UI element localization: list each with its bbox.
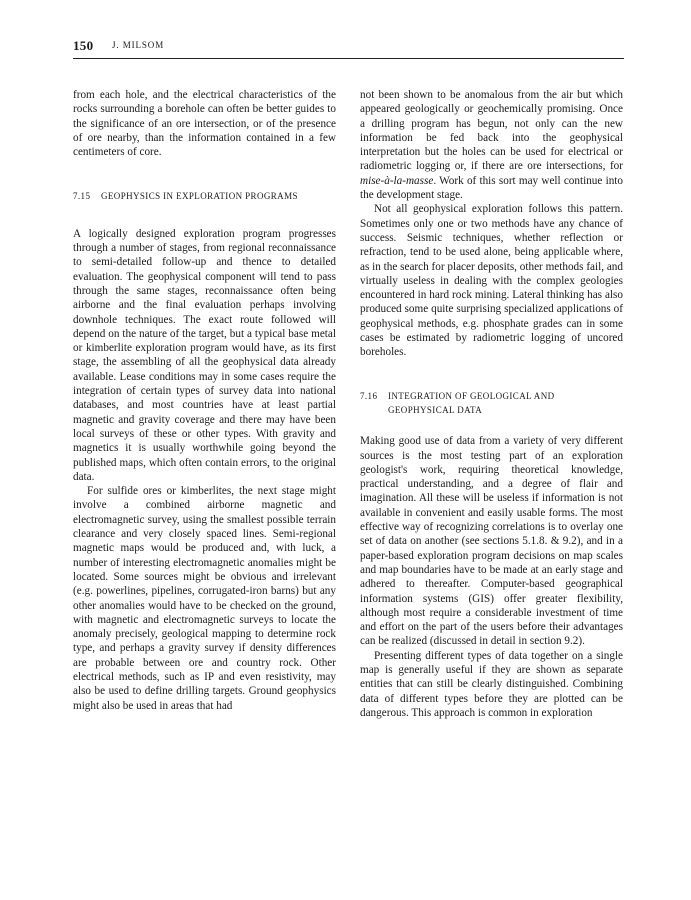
left-column (73, 88, 336, 713)
section-title: GEOPHYSICS IN EXPLORATION PROGRAMS (101, 191, 298, 202)
section-number: 7.16 (360, 390, 378, 401)
paragraph: A logically designed exploration program progresses through a number of stages, from regional reconnaissance to semi-detailed follow-up and thence to detailed evaluation. The geophysical component will tend to pass through the same stages, reconnaissance often being airborne and the final evaluation perhaps involving downhole techniques. The exact route followed will depend on the nature of the target, but a typical base metal or kimberlite exploration program would have, as its first stage, the assembling of all the geophysical data already available. Lease conditions may in some cases require the integration of certain types of survey data into national databases, and most countries have at least partial magnetic and gravity coverage and there may have been local surveys of these or other types. With gravity and magnetics it is usually worthwhile going beyond the published maps, which often contain errors, to the original data. (73, 227, 336, 483)
section-heading-7-15 (73, 189, 336, 203)
running-head: J. MILSOM (112, 40, 165, 50)
paragraph: from each hole, and the electrical characteristics of the rocks surrounding a borehole can often be better guides to the significance of an ore intersection, or of the presence of ore nearby, than the information contained in a few centimeters of core. (73, 89, 336, 159)
text-run: not been shown to be anomalous from the air but which appeared geologically or geochemically promising. Once a drilling program has begun, not only can the new information be fed back into the geophysical interpretation but the holes can be used for electrical or radiometric logging or, if there are ore intersections, for (360, 89, 623, 173)
text-run: . Work of this sort may well continue into the development stage. (360, 174, 623, 202)
section-heading-7-16 (360, 389, 623, 418)
paragraph (360, 88, 623, 202)
page-header (73, 38, 624, 56)
right-column (360, 88, 623, 720)
paragraph: Not all geophysical exploration follows this pattern. Sometimes only one or two methods have any chance of success. Seismic techniques, whether reflection or refraction, tend to be used alone, being applicable where, as in the search for placer deposits, other methods fail, and virtually useless in dealing with the complex geologies encountered in hard rock mining. Lateral thinking has also produced some quite surprising specialized applications of geophysical methods, e.g. phosphate grades can in some cases be estimated by radiometric logging of uncored boreholes. (360, 203, 623, 359)
page-number: 150 (73, 38, 94, 53)
paragraph: For sulfide ores or kimberlites, the next stage might involve a combined airborne magnetic and electromagnetic survey, using the smallest possible terrain clearance and very closely spaced lines. Semi-regional magnetic maps would be produced and, with luck, a number of interesting electromagnetic anomalies might be located. Some sources might be obvious and irrelevant (e.g. powerlines, pipelines, corrugated-iron barns) but any other anomalies would have to be checked on the ground, with magnetic and electromagnetic surveys to locate the anomaly precisely, geological mapping to determine rock type, and perhaps a gravity survey if density differences are probable between ore and country rock. Other electrical methods, such as IP and even resistivity, may also be used to define drilling targets. Ground geophysics might also be used in areas that had (73, 485, 336, 712)
section-title: INTEGRATION OF GEOLOGICAL AND GEOPHYSICAL DATA (388, 390, 555, 415)
section-number: 7.15 (73, 191, 91, 202)
paragraph: Making good use of data from a variety of very different sources is the most testing part of an exploration geologist's work, requiring theoretical knowledge, practical understanding, and a degree of flair and imagination. All these will be useless if information is not available in convenient and easily usable forms. The most effective way of recognizing correlations is to overlay one set of data on another (see sections 5.1.8. & 9.2), and in a paper-based exploration program decisions on map scales and map boundaries have to be made at an early stage and adhered to thereafter. Computer-based geographical information systems (GIS) offer greater flexibility, although most require a considerable investment of time and effort on the part of the users before their advantages can be realized (discussed in detail in section 9.2). (360, 435, 623, 648)
header-rule (73, 58, 624, 59)
paragraph: Presenting different types of data together on a single map is generally useful if they are shown as separate entities that can still be clearly distinguished. Combining data of different types before they are plotted can be dangerous. This approach is common in exploration (360, 649, 623, 719)
italic-term: mise-à-la-masse (360, 174, 434, 187)
